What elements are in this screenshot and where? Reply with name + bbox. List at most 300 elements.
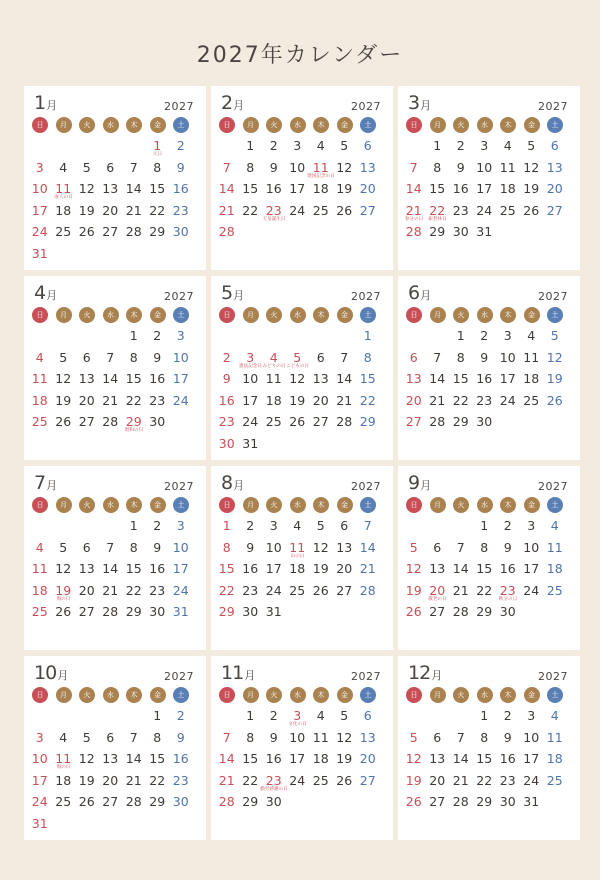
day-number: 9 <box>176 159 185 175</box>
day-number: 17 <box>289 181 306 196</box>
day-number: 9 <box>480 349 489 365</box>
day-cell <box>239 414 263 436</box>
day-cell <box>286 203 310 225</box>
day-number: 15 <box>242 181 259 196</box>
day-cell <box>75 181 99 203</box>
day-number: 30 <box>476 414 493 429</box>
weekday-badge: 日 <box>219 687 235 703</box>
day-number: 17 <box>242 392 259 408</box>
day-cell <box>309 540 333 562</box>
day-cell <box>356 708 380 730</box>
day-number: 18 <box>546 561 563 576</box>
empty-cell <box>402 138 426 160</box>
empty-cell <box>75 138 99 160</box>
month-year: 2027 <box>538 290 568 303</box>
day-number: 1 <box>480 518 489 533</box>
day-cell <box>402 773 426 795</box>
day-number: 4 <box>550 518 559 533</box>
weekday-badge: 日 <box>32 307 48 323</box>
day-cell <box>122 561 146 583</box>
weekday-badge: 火 <box>79 117 95 133</box>
day-cell <box>333 181 357 203</box>
month-year: 2027 <box>538 480 568 493</box>
day-number: 27 <box>429 794 446 809</box>
weekday-badge: 月 <box>430 117 446 133</box>
day-cell <box>52 561 76 583</box>
day-cell <box>75 350 99 372</box>
weekday-badge: 金 <box>524 497 540 513</box>
day-cell <box>215 393 239 415</box>
day-number: 25 <box>31 414 48 429</box>
day-cell <box>286 350 310 372</box>
day-cell <box>52 794 76 816</box>
day-number: 29 <box>149 224 166 239</box>
day-number: 6 <box>106 729 115 745</box>
day-number: 26 <box>78 794 95 809</box>
day-number: 13 <box>78 371 95 386</box>
day-cell <box>99 751 123 773</box>
weekday-badge: 月 <box>430 307 446 323</box>
day-cell <box>122 393 146 415</box>
weekday-badge: 木 <box>313 497 329 513</box>
day-number: 25 <box>312 772 329 788</box>
day-number: 6 <box>316 349 325 365</box>
weekday-header <box>219 307 384 323</box>
day-number: 1 <box>246 708 255 723</box>
day-cell <box>215 203 239 225</box>
empty-cell <box>426 518 450 540</box>
day-number: 2 <box>480 328 489 343</box>
day-number: 4 <box>527 328 536 343</box>
day-cell <box>473 371 497 393</box>
day-number: 14 <box>125 751 142 766</box>
weekday-badge: 金 <box>150 687 166 703</box>
day-cell <box>122 773 146 795</box>
day-number: 13 <box>102 751 119 766</box>
day-cell <box>215 160 239 182</box>
day-number: 9 <box>153 349 162 365</box>
month-card <box>211 466 393 650</box>
day-number: 8 <box>153 159 162 175</box>
day-number: 1 <box>222 518 231 533</box>
day-cell <box>356 181 380 203</box>
day-cell <box>473 328 497 350</box>
day-cell <box>449 138 473 160</box>
month-year: 2027 <box>351 290 381 303</box>
day-cell <box>99 561 123 583</box>
day-number: 8 <box>153 729 162 745</box>
day-cell <box>239 181 263 203</box>
day-number: 24 <box>172 582 189 598</box>
empty-cell <box>215 328 239 350</box>
day-cell <box>75 751 99 773</box>
day-number: 10 <box>499 349 516 365</box>
empty-cell <box>215 708 239 730</box>
month-unit: 月 <box>46 289 58 302</box>
day-number: 10 <box>242 371 259 386</box>
day-number: 14 <box>102 561 119 576</box>
day-number: 20 <box>359 751 376 766</box>
day-cell <box>402 160 426 182</box>
day-cell <box>169 224 193 246</box>
day-cell <box>356 138 380 160</box>
weekday-badge: 木 <box>126 687 142 703</box>
day-cell <box>543 160 567 182</box>
day-cell <box>309 518 333 540</box>
weekday-badge: 日 <box>32 497 48 513</box>
day-number: 19 <box>55 392 72 408</box>
day-number: 31 <box>265 604 282 619</box>
day-cell <box>356 583 380 605</box>
day-number: 23 <box>476 392 493 408</box>
weekday-header <box>406 497 571 513</box>
day-cell <box>28 246 52 268</box>
day-cell <box>309 730 333 752</box>
day-number: 8 <box>129 349 138 365</box>
day-number: 30 <box>452 224 469 239</box>
weekday-header <box>32 117 197 133</box>
day-cell <box>496 561 520 583</box>
day-cell <box>426 350 450 372</box>
day-cell <box>496 604 520 626</box>
weekday-badge: 木 <box>313 117 329 133</box>
day-cell <box>52 604 76 626</box>
day-cell <box>286 518 310 540</box>
weekday-badge: 日 <box>32 117 48 133</box>
weekday-badge: 月 <box>243 497 259 513</box>
day-cell <box>286 751 310 773</box>
day-number: 3 <box>269 518 278 533</box>
day-number: 11 <box>55 181 72 196</box>
month-unit: 月 <box>46 479 58 492</box>
day-number: 19 <box>523 181 540 196</box>
day-number: 24 <box>499 392 516 408</box>
day-cell <box>28 816 52 838</box>
day-cell <box>543 751 567 773</box>
day-cell <box>449 751 473 773</box>
days-grid <box>402 518 567 626</box>
day-number: 28 <box>125 224 142 239</box>
day-cell <box>496 583 520 605</box>
days-grid <box>215 328 380 457</box>
day-number: 30 <box>172 224 189 239</box>
weekday-header <box>219 687 384 703</box>
empty-cell <box>262 328 286 350</box>
weekday-badge: 火 <box>266 307 282 323</box>
day-number: 19 <box>546 371 563 386</box>
day-cell <box>309 138 333 160</box>
day-number: 23 <box>242 582 259 598</box>
day-cell <box>473 730 497 752</box>
day-cell <box>239 583 263 605</box>
month-heading <box>34 282 57 304</box>
day-number: 3 <box>293 138 302 153</box>
day-number: 5 <box>340 138 349 153</box>
day-number: 22 <box>476 582 493 598</box>
weekday-badge: 日 <box>219 307 235 323</box>
day-number: 18 <box>289 561 306 576</box>
weekday-badge: 火 <box>266 687 282 703</box>
empty-cell <box>402 708 426 730</box>
day-number: 7 <box>106 349 115 365</box>
month-unit: 月 <box>233 99 245 112</box>
day-cell <box>75 203 99 225</box>
day-cell <box>520 540 544 562</box>
day-cell <box>146 181 170 203</box>
day-cell <box>52 160 76 182</box>
day-number: 30 <box>149 414 166 429</box>
day-number: 25 <box>499 202 516 218</box>
day-cell <box>496 730 520 752</box>
day-number: 24 <box>289 202 306 218</box>
day-number: 12 <box>55 561 72 576</box>
day-number: 26 <box>405 604 422 619</box>
day-number: 24 <box>242 414 259 429</box>
day-cell <box>262 794 286 816</box>
day-cell <box>215 436 239 458</box>
day-cell <box>146 708 170 730</box>
day-number: 22 <box>125 392 142 408</box>
day-cell <box>449 224 473 246</box>
day-cell <box>52 350 76 372</box>
day-cell <box>449 730 473 752</box>
day-cell <box>28 604 52 626</box>
weekday-header <box>406 117 571 133</box>
day-cell <box>215 730 239 752</box>
day-number: 6 <box>433 729 442 745</box>
day-number: 15 <box>429 181 446 196</box>
day-cell <box>169 203 193 225</box>
day-number: 1 <box>433 138 442 153</box>
day-number: 10 <box>31 751 48 766</box>
day-cell <box>309 708 333 730</box>
day-cell <box>215 540 239 562</box>
day-number: 7 <box>106 539 115 555</box>
day-cell <box>286 730 310 752</box>
day-cell <box>356 518 380 540</box>
day-number: 10 <box>172 349 189 365</box>
weekday-badge: 木 <box>313 307 329 323</box>
weekday-badge: 日 <box>406 117 422 133</box>
month-heading <box>34 92 57 114</box>
day-cell <box>169 138 193 160</box>
day-number: 13 <box>429 561 446 576</box>
day-cell <box>520 328 544 350</box>
day-number: 17 <box>265 561 282 576</box>
day-cell <box>402 371 426 393</box>
day-number: 13 <box>336 539 353 555</box>
day-number: 26 <box>523 202 540 218</box>
day-cell <box>496 371 520 393</box>
day-cell <box>99 371 123 393</box>
weekday-badge: 土 <box>173 497 189 513</box>
day-cell <box>543 371 567 393</box>
month-number: 1 <box>34 92 46 114</box>
day-number: 21 <box>405 202 422 218</box>
days-grid <box>402 138 567 246</box>
day-cell <box>426 773 450 795</box>
day-number: 6 <box>433 539 442 555</box>
day-cell <box>496 138 520 160</box>
weekday-badge: 日 <box>219 117 235 133</box>
day-cell <box>520 751 544 773</box>
day-cell <box>28 794 52 816</box>
month-heading <box>221 92 244 114</box>
day-number: 28 <box>125 794 142 809</box>
day-cell <box>122 604 146 626</box>
day-number: 7 <box>363 518 372 533</box>
month-heading <box>408 282 431 304</box>
day-number: 5 <box>409 539 418 555</box>
month-card <box>211 86 393 270</box>
day-cell <box>402 393 426 415</box>
weekday-badge: 金 <box>524 687 540 703</box>
weekday-header <box>32 687 197 703</box>
page-title: 2027年カレンダー <box>196 43 404 68</box>
day-number: 1 <box>456 328 465 343</box>
day-cell <box>286 708 310 730</box>
calendar-grid <box>24 86 580 840</box>
day-number: 29 <box>452 414 469 429</box>
day-cell <box>449 794 473 816</box>
day-number: 14 <box>102 371 119 386</box>
month-year: 2027 <box>351 480 381 493</box>
day-cell <box>426 224 450 246</box>
weekday-badge: 水 <box>290 117 306 133</box>
day-cell <box>215 604 239 626</box>
day-number: 21 <box>336 392 353 408</box>
weekday-badge: 土 <box>360 307 376 323</box>
holiday-label: 山の日 <box>290 553 305 559</box>
day-number: 22 <box>359 392 376 408</box>
day-number: 30 <box>265 794 282 809</box>
day-number: 16 <box>452 181 469 196</box>
days-grid <box>28 328 193 436</box>
day-number: 4 <box>59 159 68 175</box>
day-number: 29 <box>149 794 166 809</box>
day-number: 31 <box>242 435 259 451</box>
day-number: 25 <box>265 414 282 429</box>
day-number: 13 <box>429 751 446 766</box>
day-number: 18 <box>546 751 563 766</box>
day-cell <box>28 224 52 246</box>
day-number: 23 <box>218 414 235 429</box>
day-cell <box>169 604 193 626</box>
month-heading <box>221 662 255 684</box>
day-number: 12 <box>289 371 306 386</box>
day-cell <box>215 371 239 393</box>
holiday-label: 元日 <box>152 152 163 157</box>
day-cell <box>286 371 310 393</box>
day-cell <box>473 751 497 773</box>
day-number: 12 <box>336 729 353 745</box>
day-number: 24 <box>31 224 48 239</box>
weekday-badge: 火 <box>453 307 469 323</box>
day-number: 20 <box>405 392 422 408</box>
holiday-label: みどりの日 <box>262 363 286 369</box>
day-cell <box>333 751 357 773</box>
day-cell <box>75 540 99 562</box>
day-number: 16 <box>499 561 516 576</box>
day-cell <box>426 540 450 562</box>
day-number: 25 <box>55 224 72 239</box>
empty-cell <box>286 328 310 350</box>
day-number: 29 <box>242 794 259 809</box>
day-cell <box>239 160 263 182</box>
day-number: 8 <box>222 539 231 555</box>
day-number: 15 <box>476 561 493 576</box>
day-number: 22 <box>476 772 493 788</box>
day-number: 13 <box>546 159 563 175</box>
day-cell <box>356 730 380 752</box>
weekday-badge: 水 <box>290 687 306 703</box>
month-number: 5 <box>221 282 233 304</box>
day-cell <box>262 604 286 626</box>
day-cell <box>473 773 497 795</box>
weekday-badge: 土 <box>360 497 376 513</box>
day-cell <box>239 393 263 415</box>
day-cell <box>496 393 520 415</box>
day-cell <box>169 730 193 752</box>
day-cell <box>449 393 473 415</box>
day-cell <box>473 224 497 246</box>
day-number: 6 <box>106 159 115 175</box>
day-cell <box>99 730 123 752</box>
day-number: 25 <box>546 772 563 788</box>
day-cell <box>426 794 450 816</box>
empty-cell <box>52 518 76 540</box>
empty-cell <box>75 708 99 730</box>
day-number: 6 <box>363 138 372 153</box>
day-number: 19 <box>405 582 422 598</box>
day-number: 21 <box>125 202 142 218</box>
day-number: 24 <box>523 582 540 598</box>
day-cell <box>309 751 333 773</box>
days-grid <box>402 328 567 436</box>
month-card <box>398 466 580 650</box>
day-cell <box>496 181 520 203</box>
day-cell <box>520 773 544 795</box>
day-number: 16 <box>265 751 282 766</box>
day-number: 8 <box>456 349 465 365</box>
day-cell <box>520 138 544 160</box>
day-cell <box>215 751 239 773</box>
weekday-badge: 金 <box>524 307 540 323</box>
day-cell <box>449 328 473 350</box>
day-number: 5 <box>527 138 536 153</box>
day-cell <box>262 393 286 415</box>
weekday-badge: 金 <box>337 497 353 513</box>
day-number: 12 <box>312 539 329 555</box>
day-cell <box>28 203 52 225</box>
day-number: 20 <box>102 772 119 788</box>
day-cell <box>286 583 310 605</box>
empty-cell <box>449 518 473 540</box>
day-cell <box>520 181 544 203</box>
days-grid <box>28 138 193 267</box>
day-number: 20 <box>546 181 563 196</box>
empty-cell <box>239 328 263 350</box>
day-number: 11 <box>499 159 516 175</box>
day-number: 4 <box>316 138 325 153</box>
day-cell <box>402 604 426 626</box>
day-cell <box>169 328 193 350</box>
day-cell <box>449 540 473 562</box>
day-cell <box>449 203 473 225</box>
day-cell <box>75 604 99 626</box>
day-number: 9 <box>269 729 278 745</box>
day-number: 20 <box>78 582 95 598</box>
